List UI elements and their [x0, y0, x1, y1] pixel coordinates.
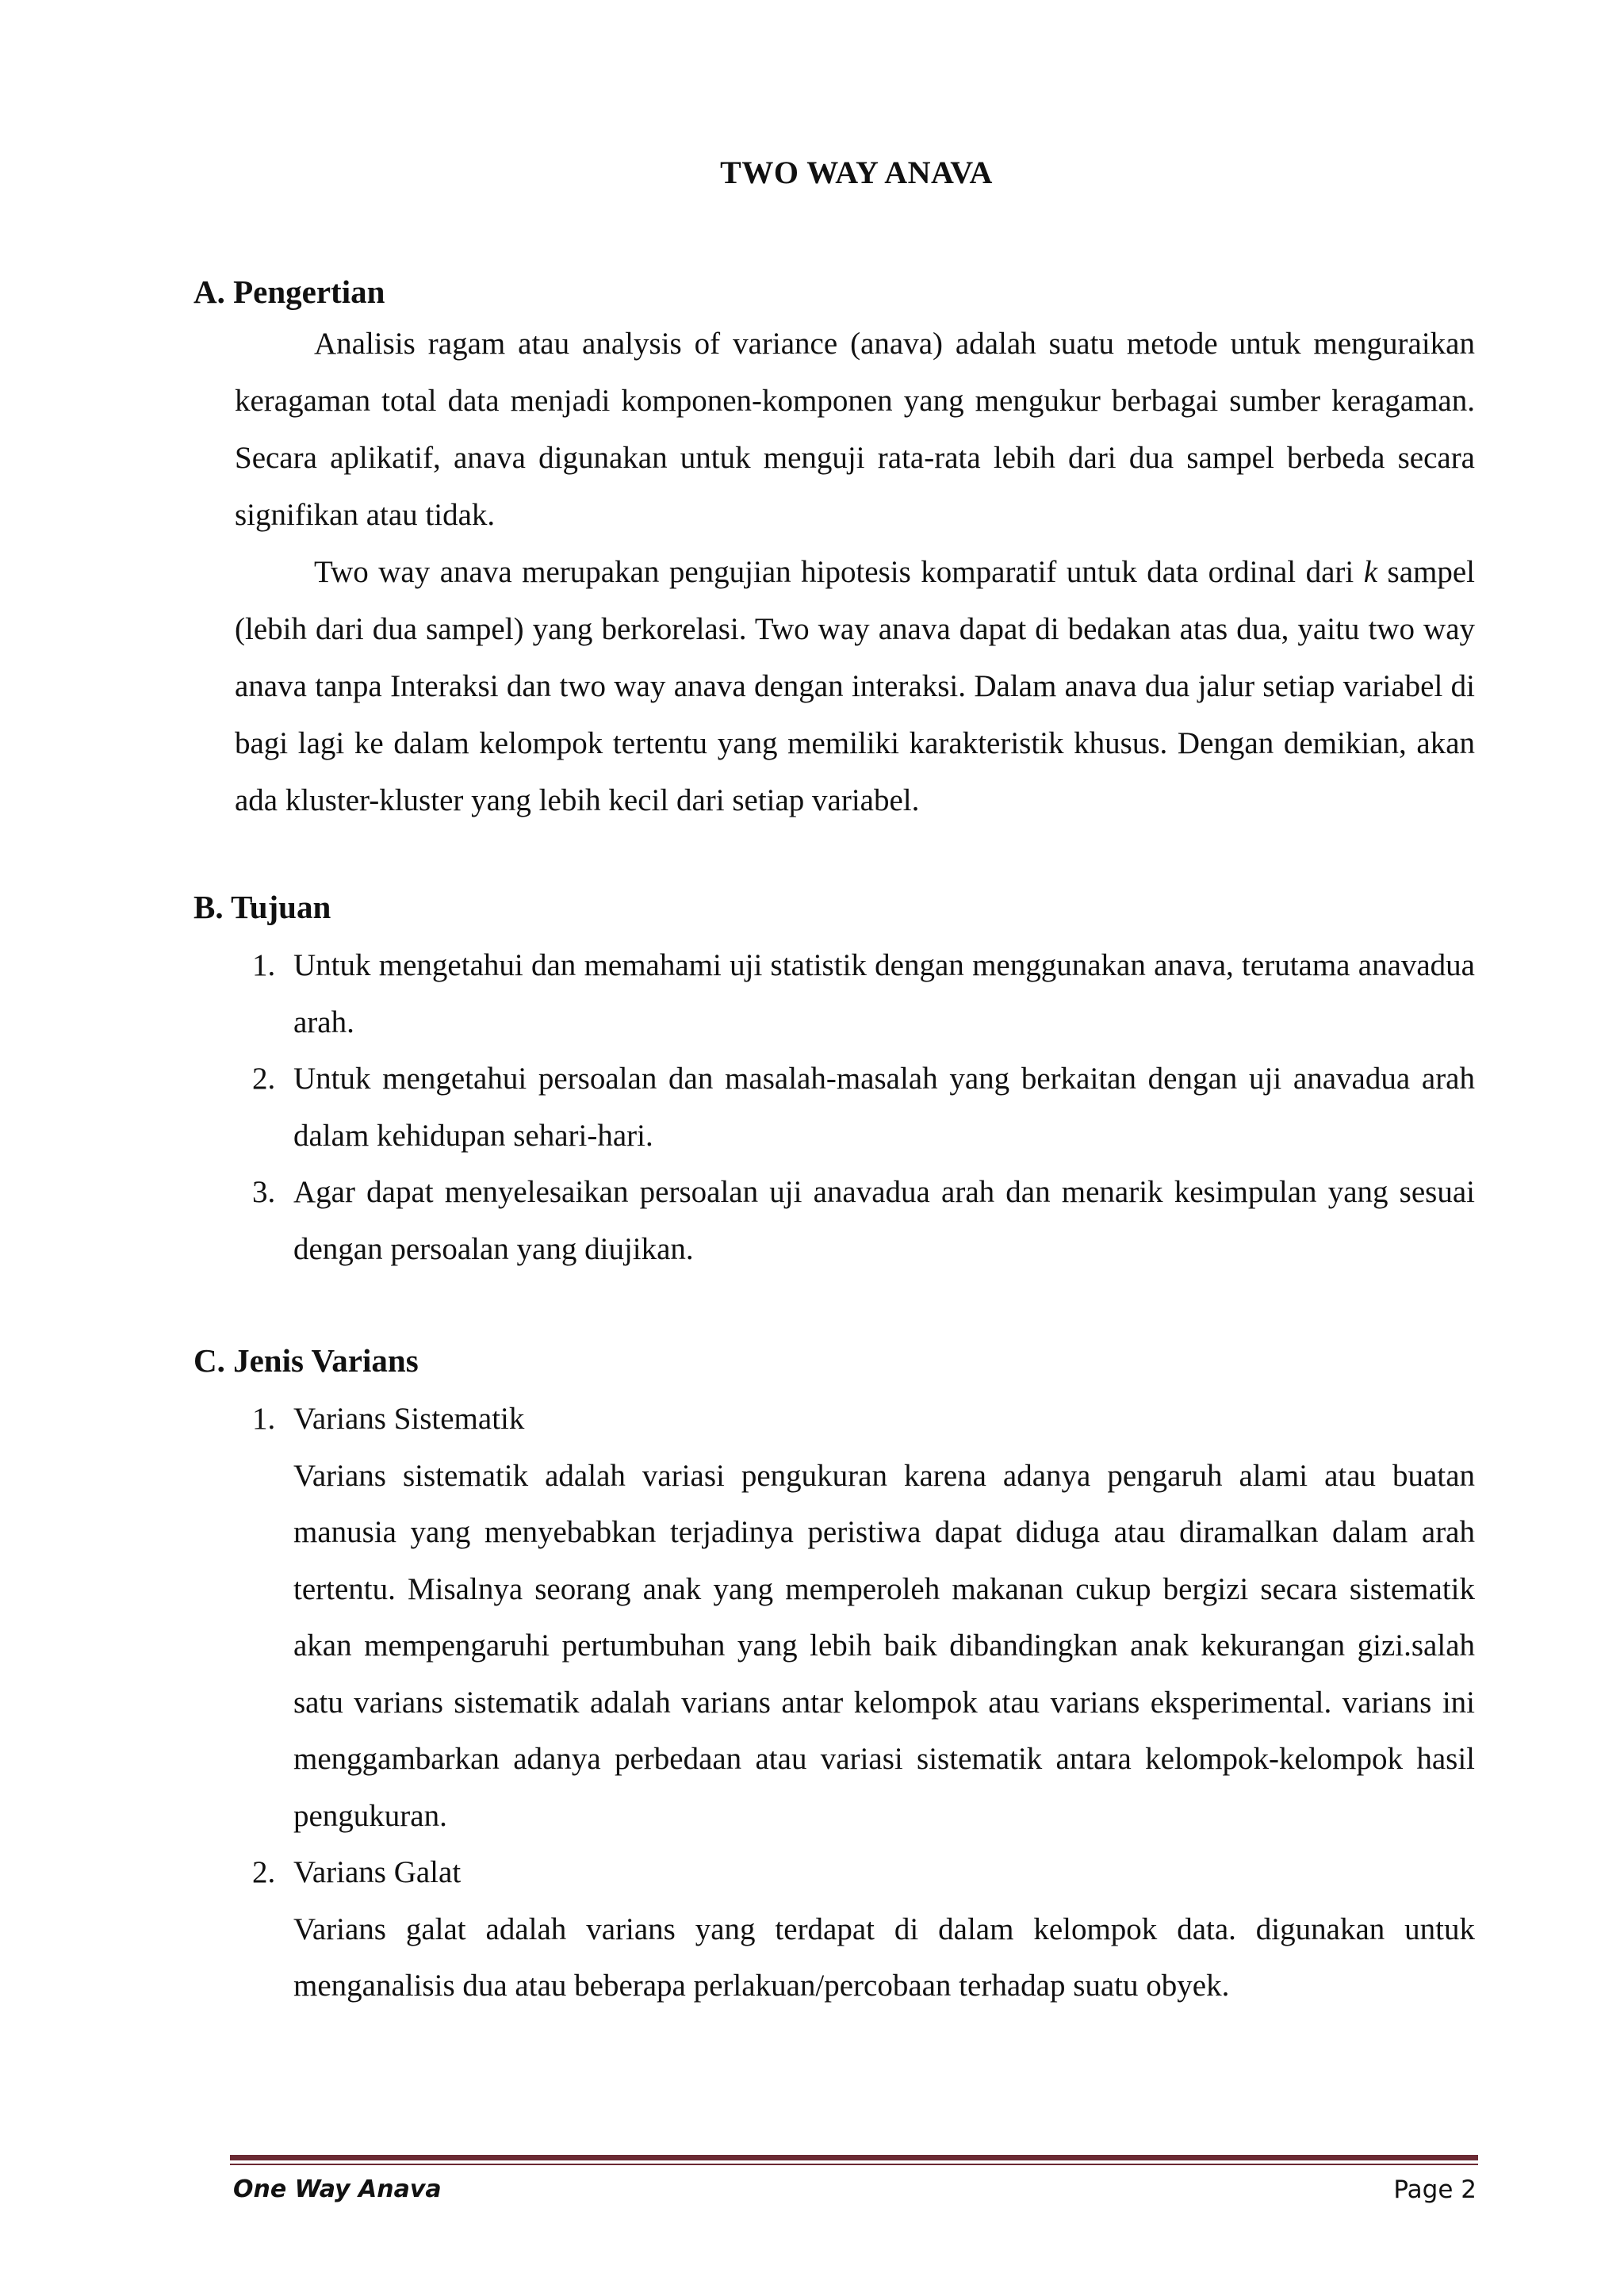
footer-divider-thin	[230, 2164, 1478, 2165]
section-heading-pengertian: A. Pengertian	[193, 274, 385, 310]
footer-page-number: Page 2	[1393, 2175, 1477, 2204]
section-body-pengertian	[235, 316, 1475, 829]
list-item-text: Varians sistematik adalah variasi pengukuran karena adanya pengaruh alami atau buatan manusia yang menyebabkan terjadinya peristiwa dapat diduga atau diramalkan dalam arah tertentu. Misalnya seorang anak yang memperoleh makanan cukup bergizi secara sistematik akan mempengaruhi pertumbuhan yang lebih baik dibandingkan anak kekurangan gizi.salah satu varians sistematik adalah varians antar kelompok atau varians eksperimental. varians ini menggambarkan adanya perbedaan atau variasi sistematik antara kelompok-kelompok hasil pengukuran.	[293, 1458, 1475, 1833]
list-item-text: Varians galat adalah varians yang terdapat di dalam kelompok data. digunakan untuk menganalisis dua atau beberapa perlakuan/percobaan terhadap suatu obyek.	[293, 1911, 1475, 2003]
section-heading-tujuan: B. Tujuan	[193, 889, 331, 925]
tujuan-list	[235, 937, 1475, 1277]
list-item	[235, 937, 1475, 1050]
list-number: 2.	[252, 1855, 276, 1889]
paragraph-text: sampel (lebih dari dua sampel) yang berkorelasi. Two way anava dapat di bedakan atas dua, yaitu two way anava tanpa Interaksi dan two way anava dengan interaksi. Dalam anava dua jalur setiap variabel di bagi lagi ke dalam kelompok tertentu yang memiliki karakteristik khusus. Dengan demikian, akan ada kluster-kluster yang lebih kecil dari setiap variabel.	[235, 555, 1476, 817]
list-item	[235, 1844, 1475, 2015]
paragraph-text: Two way anava merupakan pengujian hipotesis komparatif untuk data ordinal dari	[314, 555, 1354, 589]
list-item	[235, 1050, 1475, 1164]
list-number: 2.	[252, 1062, 276, 1096]
list-number: 3.	[252, 1175, 276, 1209]
paragraph: Analisis ragam atau analysis of variance (anava) adalah suatu metode untuk menguraikan keragaman total data menjadi komponen-komponen yang mengukur berbagai sumber keragaman. Secara aplikatif, anava digunakan untuk menguji rata-rata lebih dari dua sampel berbeda secara signifikan atau tidak.	[235, 327, 1475, 532]
list-number: 1.	[252, 948, 276, 982]
list-item-title: Varians Sistematik	[293, 1402, 525, 1436]
page-title: TWO WAY ANAVA	[720, 155, 993, 190]
list-number: 1.	[252, 1402, 276, 1436]
section-heading-jenis-varians: C. Jenis Varians	[193, 1342, 419, 1379]
list-item	[235, 1164, 1475, 1277]
footer-divider-thick	[230, 2155, 1478, 2160]
list-text: Agar dapat menyelesaikan persoalan uji anavadua arah dan menarik kesimpulan yang sesuai dengan persoalan yang diujikan.	[293, 1175, 1475, 1266]
footer-document-name: One Way Anava	[233, 2175, 442, 2203]
list-text: Untuk mengetahui persoalan dan masalah-masalah yang berkaitan dengan uji anavadua arah dalam kehidupan sehari-hari.	[293, 1062, 1475, 1153]
list-item	[235, 1391, 1475, 1844]
list-text: Untuk mengetahui dan memahami uji statistik dengan menggunakan anava, terutama anavadua arah.	[293, 948, 1475, 1039]
list-item-title: Varians Galat	[293, 1855, 462, 1889]
paragraph	[235, 544, 1475, 829]
variable-k: k	[1363, 555, 1378, 589]
jenis-varians-list	[235, 1391, 1475, 2015]
